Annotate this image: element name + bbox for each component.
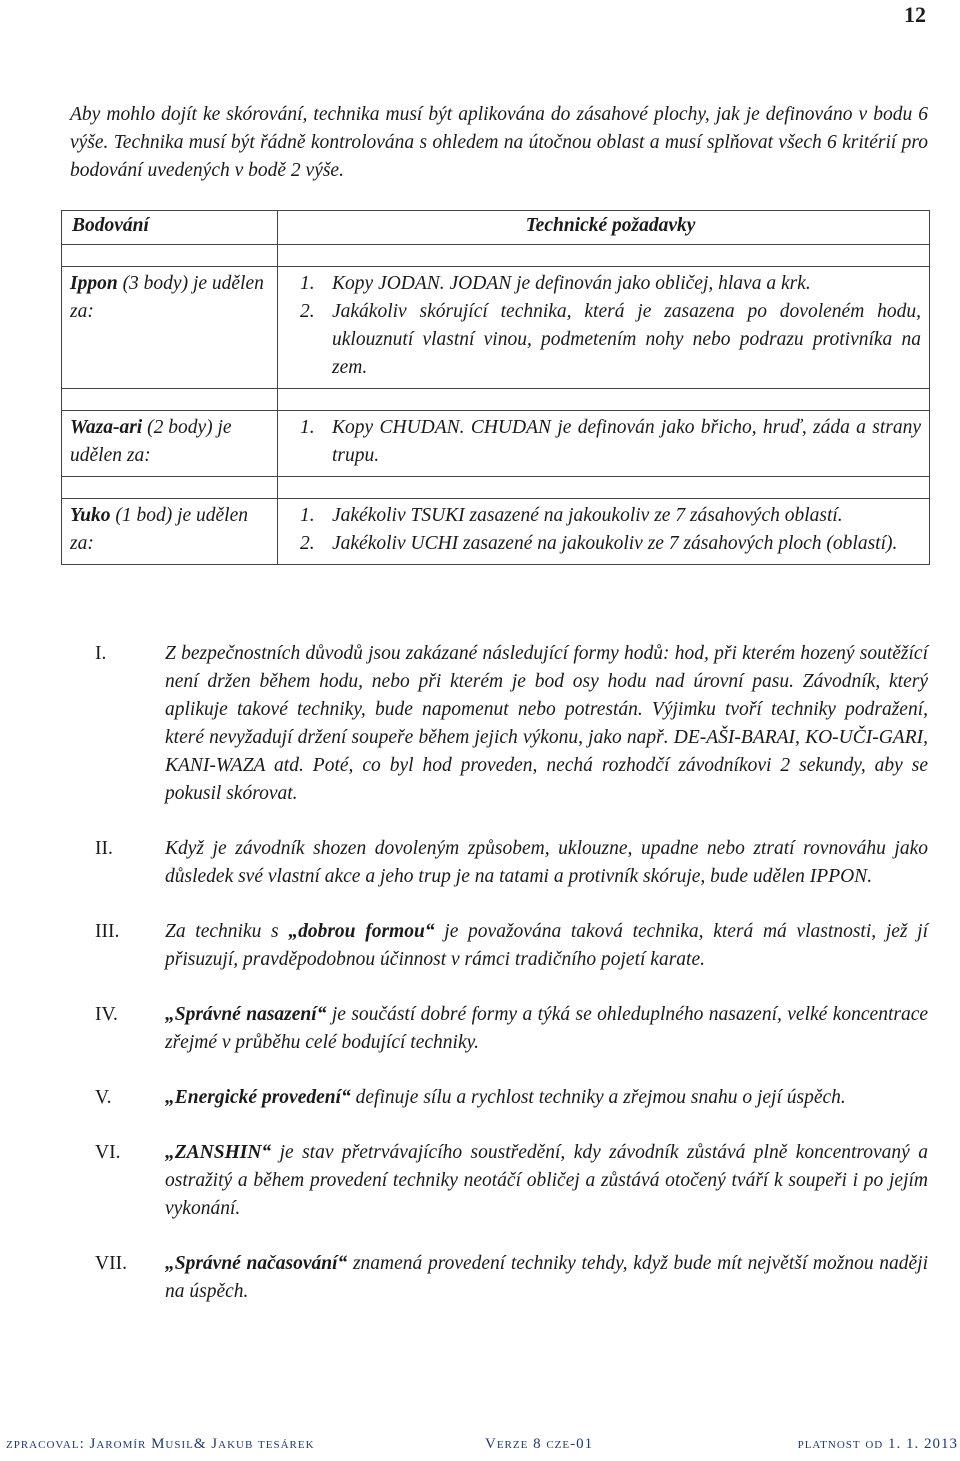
header-scoring: Bodování <box>62 211 278 245</box>
intro-paragraph: Aby mohlo dojít ke skórování, technika musí být aplikována do zásahové plochy, jak je definováno v bodu 6 výše. Technika musí být řádně kontrolována s ohledem na útočnou oblast a musí splňovat všech 6 kritérií pro bodování uvedených v bodě 2 výše. <box>70 104 928 181</box>
rules-list <box>95 640 928 1333</box>
list-item: 2. Jakékoliv UCHI zasazené na jakoukoliv ze 7 zásahových ploch (oblastí). <box>300 533 898 554</box>
footer-validity: platnost od 1. 1. 2013 <box>797 1436 958 1452</box>
rule-item: V. „Energické provedení“ definuje sílu a rychlost techniky a zřejmou snahu o její úspěch. <box>95 1087 846 1108</box>
scoring-table <box>61 210 930 565</box>
rule-item: I. Z bezpečnostních důvodů jsou zakázané následující formy hodů: hod, při kterém hozený soutěžící není držen během hodu, nebo při kterém je bod osy hodu nad úrovní pasu. Závodník, který aplikuje takové techniky, bude napomenut nebo potrestán. Výjimku tvoří techniky podražení, které nevyžadují držení soupeře během jejich výkonu, jako např. DE-AŠI-BARAI, KO-UČI-GARI, KANI-WAZA atd. Poté, co byl hod proveden, nechá rozhodčí závodníkovi 2 sekundy, aby se pokusil skórovat. <box>95 643 928 804</box>
page-number: 12 <box>904 2 926 27</box>
table-row <box>62 499 930 565</box>
table-row <box>62 267 930 389</box>
rule-item: VI. „ZANSHIN“ je stav přetrvávajícího soustředění, kdy závodník zůstává plně koncentrovaný a ostražitý a během provedení techniky neotáčí obličej a zůstává otočený tváří k soupeři i po jejím vykonání. <box>95 1142 928 1219</box>
list-item: 1. Kopy JODAN. JODAN je definován jako obličej, hlava a krk. <box>300 273 811 294</box>
footer-author: zpracoval: Jaromír Musil& Jakub tesárek <box>6 1436 315 1452</box>
table-row <box>62 411 930 477</box>
header-technical-requirements: Technické požadavky <box>278 211 930 245</box>
rule-item: IV. „Správné nasazení“ je součástí dobré formy a týká se ohleduplného nasazení, velké koncentrace zřejmé v průběhu celé bodující techniky. <box>95 1004 929 1053</box>
rule-item: VII. „Správné načasování“ znamená provedení techniky tehdy, když bude mít největší možnou naději na úspěch. <box>95 1253 928 1302</box>
score-label-ippon: Ippon (3 body) je udělen za: <box>70 273 264 322</box>
page-footer <box>0 1436 960 1458</box>
score-label-yuko: Yuko (1 bod) je udělen za: <box>70 505 249 554</box>
footer-version: Verze 8 cze-01 <box>485 1436 594 1452</box>
table-header-row <box>62 211 930 245</box>
list-item: 2. Jakákoliv skórující technika, která je zasazena po dovoleném hodu, uklouznutí vlastní vinou, podmetením nohy nebo podrazu protivníka na zem. <box>300 301 921 378</box>
rule-item: II. Když je závodník shozen dovoleným způsobem, uklouzne, upadne nebo ztratí rovnováhu jako důsledek své vlastní akce a jeho trup je na tatami a protivník skóruje, bude udělen IPPON. <box>95 838 928 887</box>
list-item: 1. Kopy CHUDAN. CHUDAN je definován jako břicho, hruď, záda a strany trupu. <box>300 417 921 466</box>
list-item: 1. Jakékoliv TSUKI zasazené na jakoukoliv ze 7 zásahových oblastí. <box>300 505 843 526</box>
rule-item: III. Za techniku s „dobrou formou“ je považována taková technika, která má vlastnosti, jež jí přisuzují, pravděpodobnou účinnost v rámci tradičního pojetí karate. <box>95 921 929 970</box>
score-label-waza-ari: Waza-ari (2 body) je udělen za: <box>70 417 232 466</box>
